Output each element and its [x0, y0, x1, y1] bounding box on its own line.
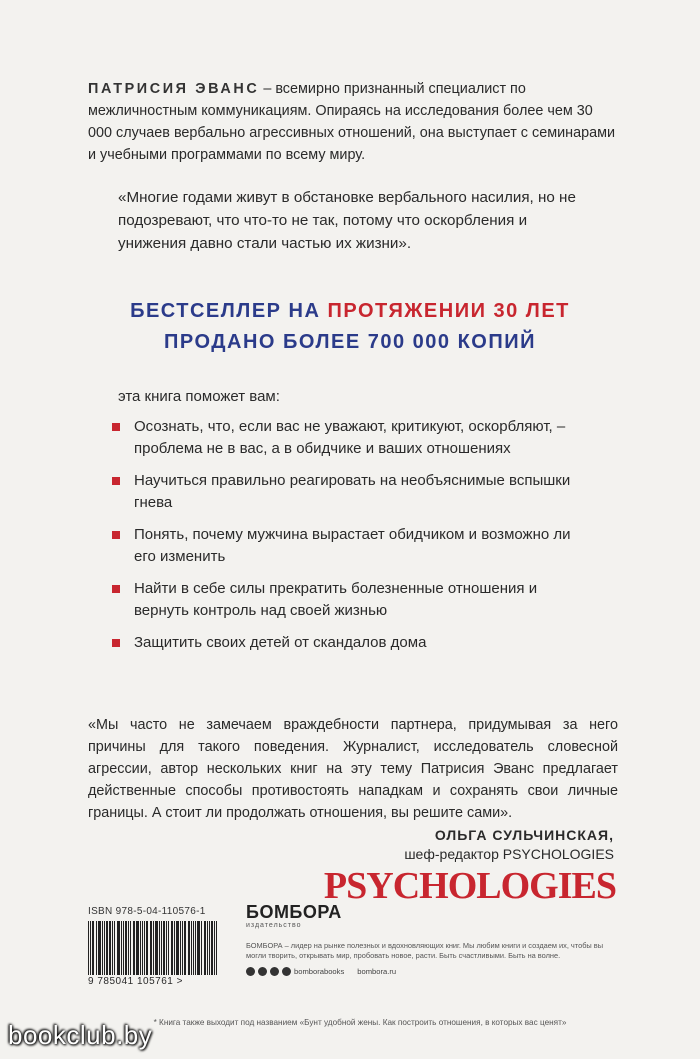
- list-item-text: Защитить своих детей от скандалов дома: [134, 634, 427, 651]
- pull-quote: «Многие годами живут в обстановке вербального насилия, но не подозревают, что что-то не так, потому что оскорбления и унижения давно стали частью их жизни».: [118, 189, 576, 252]
- barcode-bar: [176, 921, 179, 975]
- list-item: [110, 416, 590, 460]
- publisher-url[interactable]: bombora.ru: [357, 967, 397, 976]
- author-bio: [88, 78, 618, 166]
- barcode-bar: [193, 921, 194, 975]
- list-item: [110, 632, 590, 654]
- barcode-bars: [88, 921, 226, 975]
- bullet-icon: [112, 585, 120, 593]
- list-item: [110, 524, 590, 568]
- barcode-bar: [191, 921, 192, 975]
- barcode-bar: [109, 921, 111, 975]
- barcode-bar: [136, 921, 139, 975]
- barcode-bar: [209, 921, 210, 975]
- barcode-bar: [163, 921, 165, 975]
- benefits-list: [110, 416, 590, 664]
- barcode-bar: [146, 921, 148, 975]
- editor-name: ОЛЬГА СУЛЬЧИНСКАЯ,: [434, 827, 614, 843]
- instagram-icon: [258, 967, 267, 976]
- barcode-bar: [96, 921, 97, 975]
- publisher-social: [246, 967, 626, 976]
- bullet-icon: [112, 423, 120, 431]
- bullet-icon: [112, 477, 120, 485]
- barcode-bar: [112, 921, 113, 975]
- editor-quote: «Мы часто не замечаем враждебности партнера, придумывая за него причины для такого поведения. Журналист, исследователь словесной агрессии, автор нескольких книг на эту тему Патрисия Эванс предлагает действенные способы противостоять нападкам и сохранять свои личные границы. А стоит ли продолжать отношения, вы решите сами».: [88, 717, 618, 821]
- barcode-bar: [123, 921, 124, 975]
- watermark: bookclub.by: [8, 1020, 153, 1050]
- barcode-bar: [90, 921, 91, 975]
- barcode-bar: [102, 921, 103, 975]
- barcode-bar: [121, 921, 122, 975]
- barcode-bar: [171, 921, 173, 975]
- youtube-icon: [282, 967, 291, 976]
- bestseller-duration: ПРОТЯЖЕНИИ 30 ЛЕТ: [327, 300, 570, 322]
- bullet-icon: [112, 531, 120, 539]
- barcode-bar: [117, 921, 120, 975]
- barcode-bar: [92, 921, 94, 975]
- barcode-bar: [106, 921, 108, 975]
- list-item-text: Понять, почему мужчина вырастает обидчиком и возможно ли его изменить: [134, 526, 571, 565]
- list-item-text: Найти в себе силы прекратить болезненные отношения и вернуть контроль над своей жизнью: [134, 580, 538, 619]
- barcode-bar: [133, 921, 135, 975]
- benefits-intro: эта книга поможет вам:: [118, 388, 280, 405]
- barcode-bar: [182, 921, 183, 975]
- barcode-bar: [114, 921, 115, 975]
- bullet-icon: [112, 639, 120, 647]
- barcode-bar: [98, 921, 101, 975]
- barcode-bar: [166, 921, 167, 975]
- barcode-bar: [128, 921, 129, 975]
- footnote: * Книга также выходит под названием «Бунт удобной жены. Как построить отношения, в которых вас ценят»: [153, 1018, 567, 1027]
- barcode-bar: [150, 921, 152, 975]
- publisher-logo: БОМБОРА: [246, 902, 342, 922]
- barcode-bar: [125, 921, 127, 975]
- publisher-description: БОМБОРА – лидер на рынке полезных и вдохновляющих книг. Мы любим книги и создаем их, чтобы вы могли творить, открывать мир, пробовать новое, расти. Быть счастливыми. Быть на волне.: [246, 941, 604, 960]
- barcode-bar: [153, 921, 154, 975]
- barcode-bar: [155, 921, 158, 975]
- author-name: ПАТРИСИЯ ЭВАНС: [88, 81, 260, 97]
- isbn-text: ISBN 978-5-04-110576-1: [88, 906, 206, 917]
- bestseller-label: БЕСТСЕЛЛЕР НА: [130, 300, 328, 322]
- barcode-bar: [216, 921, 217, 975]
- barcode-bar: [180, 921, 181, 975]
- barcode-bar: [168, 921, 169, 975]
- barcode-bar: [88, 921, 89, 975]
- author-bio-text: – всемирно признанный специалист по межличностным коммуникациям. Опираясь на исследования более чем 30 000 случаев вербально агрессивных отношений, она выступает с семинарами и учебными программами по всему миру.: [88, 81, 616, 163]
- publisher-block: [246, 902, 626, 976]
- psychologies-logo: PSYCHOLOGIES: [323, 865, 616, 907]
- barcode-bar: [161, 921, 162, 975]
- barcode-bar: [140, 921, 141, 975]
- bestseller-line: [0, 300, 700, 323]
- barcode-bar: [211, 921, 213, 975]
- list-item: [110, 470, 590, 514]
- vk-icon: [246, 967, 255, 976]
- list-item: [110, 578, 590, 622]
- copies-sold-line: ПРОДАНО БОЛЕЕ 700 000 КОПИЙ: [164, 331, 536, 353]
- barcode-bar: [130, 921, 131, 975]
- barcode-bar: [188, 921, 190, 975]
- barcode-bar: [204, 921, 206, 975]
- list-item-text: Научиться правильно реагировать на необъяснимые вспышки гнева: [134, 472, 571, 511]
- barcode-bar: [174, 921, 175, 975]
- editor-role: шеф-редактор PSYCHOLOGIES: [404, 846, 614, 862]
- social-handle: bomborabooks: [294, 967, 345, 976]
- telegram-icon: [270, 967, 279, 976]
- barcode-bar: [144, 921, 145, 975]
- barcode-bar: [159, 921, 160, 975]
- barcode-digits: 9 785041 105761 >: [88, 976, 183, 987]
- editor-signature: [404, 826, 614, 864]
- barcode-bar: [184, 921, 186, 975]
- barcode-bar: [197, 921, 200, 975]
- barcode-bar: [201, 921, 202, 975]
- barcode-bar: [214, 921, 215, 975]
- publisher-subtitle: издательство: [246, 922, 302, 929]
- list-item-text: Осознать, что, если вас не уважают, критикуют, оскорбляют, – проблема не в вас, а в обидчике и ваших отношениях: [134, 418, 566, 457]
- barcode-bar: [142, 921, 143, 975]
- barcode-bar: [104, 921, 105, 975]
- barcode-bar: [207, 921, 208, 975]
- isbn-barcode: [88, 906, 226, 987]
- barcode-bar: [195, 921, 196, 975]
